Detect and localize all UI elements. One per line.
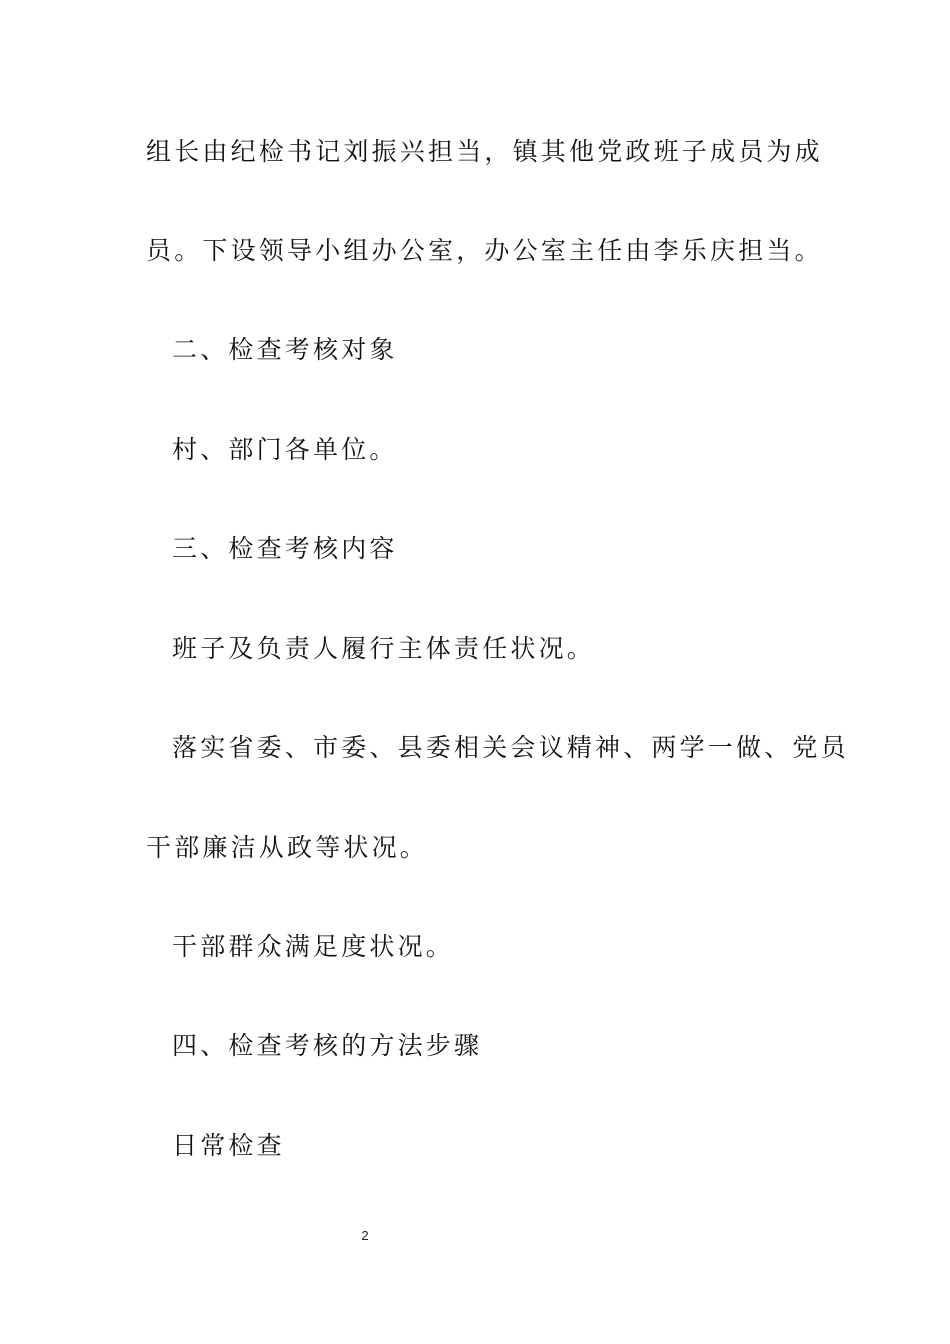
section-heading: 三、检查考核内容 — [172, 534, 398, 563]
paragraph-line: 干部群众满足度状况。 — [172, 932, 455, 961]
paragraph-line: 村、部门各单位。 — [172, 435, 398, 464]
paragraph-line: 干部廉洁从政等状况。 — [146, 833, 429, 862]
subsection-heading: 日常检查 — [172, 1131, 285, 1160]
section-heading: 四、检查考核的方法步骤 — [172, 1031, 483, 1060]
section-heading: 二、检查考核对象 — [172, 335, 398, 364]
paragraph-line: 落实省委、市委、县委相关会议精神、两学一做、党员 — [172, 733, 849, 762]
page-number: 2 — [361, 1228, 369, 1243]
paragraph-line: 员。下设领导小组办公室，办公室主任由李乐庆担当。 — [146, 236, 823, 265]
paragraph-line: 组长由纪检书记刘振兴担当，镇其他党政班子成员为成 — [146, 137, 823, 166]
paragraph-line: 班子及负责人履行主体责任状况。 — [172, 634, 596, 663]
